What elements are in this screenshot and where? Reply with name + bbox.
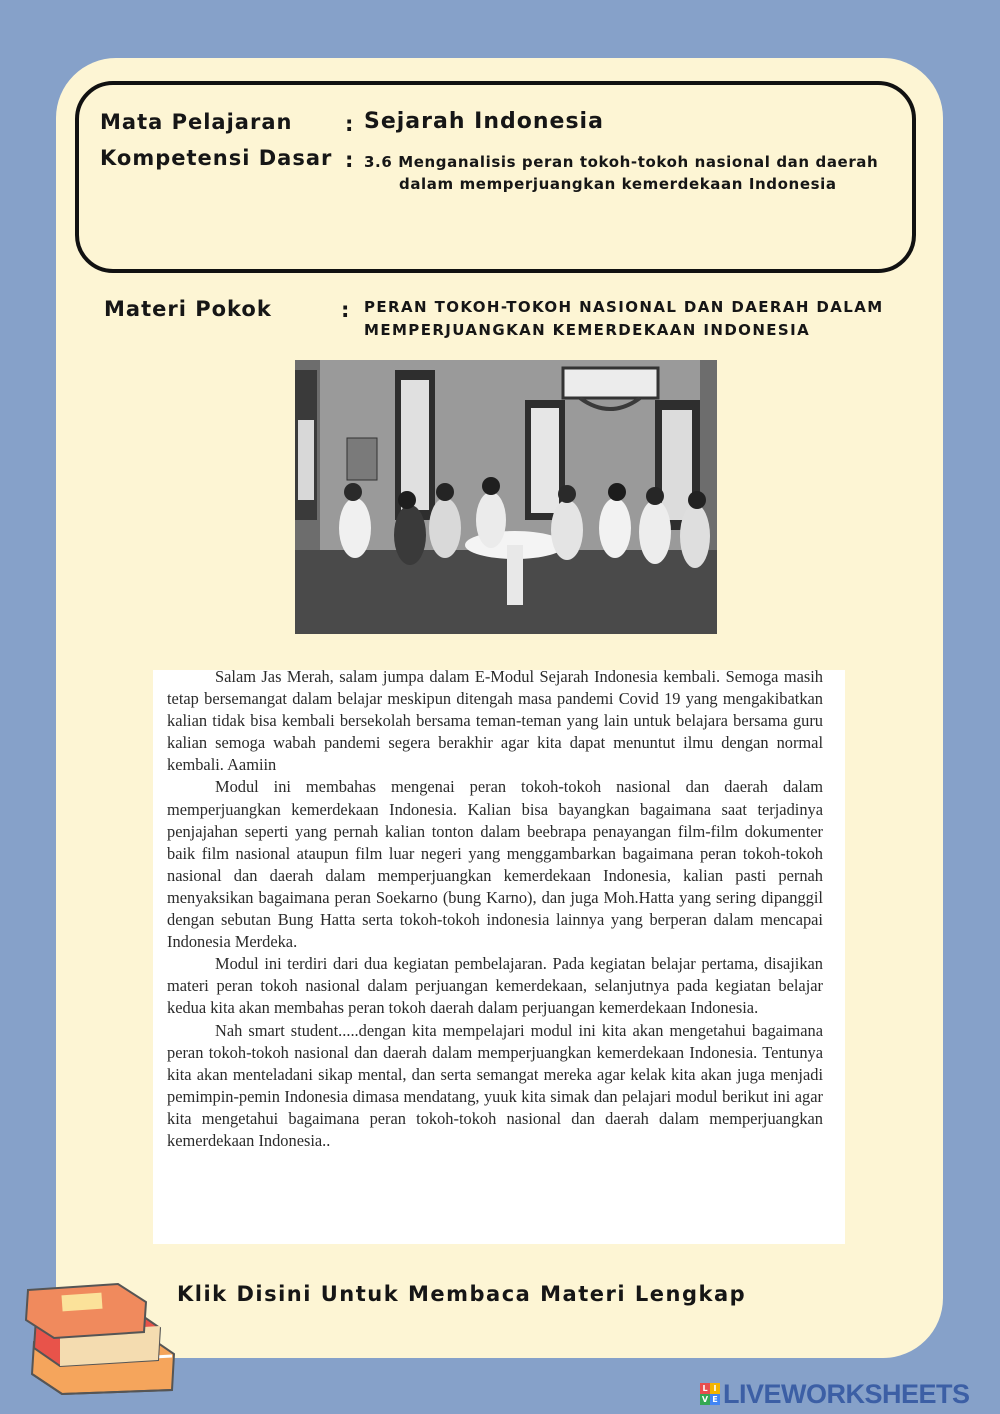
subject-label: Mata Pelajaran bbox=[100, 110, 293, 134]
materi-colon: : bbox=[341, 298, 351, 322]
materi-line-2: MEMPERJUANGKAN KEMERDEKAAN INDONESIA bbox=[364, 321, 811, 339]
kd-line-1: 3.6 Menganalisis peran tokoh-tokoh nasional dan daerah bbox=[364, 153, 879, 171]
kd-colon: : bbox=[345, 148, 355, 172]
materi-label: Materi Pokok bbox=[104, 297, 272, 321]
intro-paragraph-2: Modul ini membahas mengenai peran tokoh-tokoh nasional dan daerah dalam memperjuangkan kemerdekaan Indonesia. Kalian bisa bayangkan bagaimana saat terjadinya penjajahan seperti yang pernah kalian tonton dalam beebrapa penayangan film-film dokumenter baik film nasional ataupun film luar negeri yang menggambarkan bagaimana peran tokoh-tokoh nasional dan daerah dalam memperjuangkan kemerdekaan Indonesia, kalian pasti pernah menyaksikan bagaimana peran Soekarno (bung Karno), dan juga Moh.Hatta yang sering dipanggil dengan sebutan Bung Hatta serta tokoh-tokoh indonesia lainnya yang berperan dalam mencapai Indonesia Merdeka. bbox=[167, 777, 823, 952]
liveworksheets-logo-icon: L I V E bbox=[700, 1383, 720, 1405]
subject-colon: : bbox=[345, 112, 355, 136]
intro-paragraph-3: Modul ini terdiri dari dua kegiatan pembelajaran. Pada kegiatan belajar pertama, disajikan materi peran tokoh nasional dalam perjuangan kemerdekaan, selanjutnya pada kegiatan belajar kedua kita akan membahas peran tokoh daerah dalam perjuangan kemerdekaan Indonesia. bbox=[167, 954, 823, 1018]
books-icon bbox=[22, 1282, 182, 1401]
subject-value: Sejarah Indonesia bbox=[364, 109, 604, 134]
materi-line-1: PERAN TOKOH-TOKOH NASIONAL DAN DAERAH DALAM bbox=[364, 298, 884, 316]
intro-paragraph-1: Salam Jas Merah, salam jumpa dalam E-Modul Sejarah Indonesia kembali. Semoga masih tetap bersemangat dalam belajar meskipun ditengah masa pandemi Covid 19 yang mengakibatkan kalian tidak bisa kembali bersekolah bersama teman-teman yang lain untuk belajara bersama guru kalian semoga wabah pandemi segera berakhir agar kita dapat menuntut ilmu dengan normal kembali. Aamiin bbox=[167, 670, 823, 775]
kd-label: Kompetensi Dasar bbox=[100, 146, 333, 170]
intro-text-box bbox=[153, 670, 845, 1244]
liveworksheets-brand bbox=[700, 1380, 970, 1408]
historical-photo bbox=[295, 360, 717, 634]
liveworksheets-text: LIVEWORKSHEETS bbox=[723, 1378, 970, 1409]
read-more-link[interactable]: Klik Disini Untuk Membaca Materi Lengkap bbox=[177, 1282, 747, 1306]
intro-paragraph-4: Nah smart student.....dengan kita mempelajari modul ini kita akan mengetahui bagaimana peran tokoh-tokoh nasional dan daerah dalam memperjuangkan kemerdekaan Indonesia. Tentunya kita akan menteladani sikap mental, dan serta semangat mereka agar kelak kita akan juga menjadi pemimpin-pemin Indonesia dimasa mendatang, yuuk kita simak dan pelajari modul berikut ini agar kita mengetahui bagaimana peran tokoh-tokoh nasional dan daerah dalam memperjuangkan kemerdekaan Indonesia.. bbox=[167, 1020, 823, 1150]
kd-line-2: dalam memperjuangkan kemerdekaan Indonesia bbox=[399, 175, 837, 193]
